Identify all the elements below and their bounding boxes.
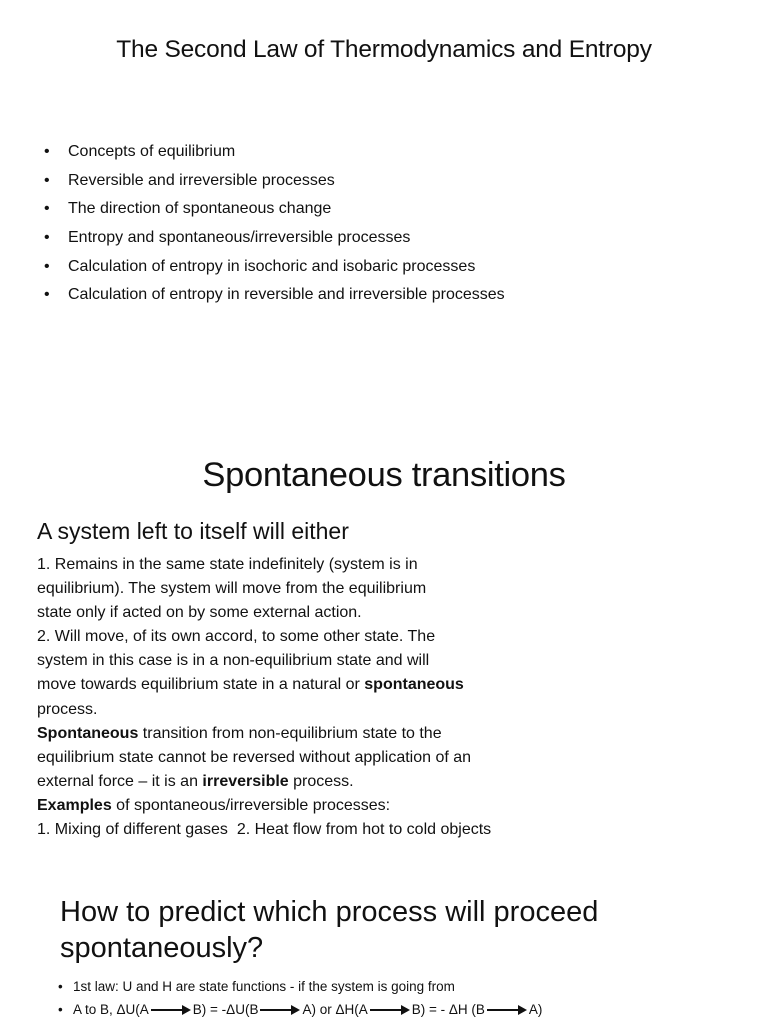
list-item: • Reversible and irreversible processes	[44, 170, 505, 199]
bold-term: irreversible	[202, 772, 289, 790]
list-item: • Entropy and spontaneous/irreversible processes	[44, 227, 505, 256]
bold-term: Spontaneous	[37, 724, 139, 742]
bold-term: Examples	[37, 796, 112, 814]
body-line: 1. Remains in the same state indefinitely (system is in	[37, 556, 418, 573]
right-arrow-icon	[370, 1005, 410, 1015]
bullet-icon: •	[44, 229, 50, 247]
body-line: 2. Will move, of its own accord, to some other state. The	[37, 628, 436, 646]
right-arrow-icon	[487, 1005, 527, 1015]
body-line: Examples of spontaneous/irreversible processes:	[37, 796, 391, 814]
bullet-icon: •	[44, 143, 50, 160]
slide3-title: How to predict which process will proceed spontaneously?	[60, 896, 599, 964]
bullet-icon: •	[44, 286, 50, 304]
topic-list	[44, 141, 505, 313]
body-line: process.	[37, 700, 98, 718]
bullet-icon: •	[58, 979, 63, 994]
body-line: equilibrium state cannot be reversed without application of an	[37, 748, 472, 766]
right-arrow-icon	[260, 1005, 300, 1015]
bullet-icon: •	[44, 171, 50, 189]
slide3-bullets	[58, 977, 542, 1023]
body-line: external force – it is an irreversible process.	[37, 772, 354, 790]
list-item: • The direction of spontaneous change	[44, 198, 505, 227]
bullet-icon: •	[44, 200, 50, 218]
bold-term: spontaneous	[364, 676, 464, 694]
list-item: • Calculation of entropy in reversible and irreversible processes	[44, 284, 505, 313]
right-arrow-icon	[151, 1005, 191, 1015]
body-line: Spontaneous transition from non-equilibrium state to the	[37, 724, 442, 742]
body-line: move towards equilibrium state in a natural or spontaneous	[37, 676, 464, 694]
body-line: 1. Mixing of different gases 2. Heat flow from hot to cold objects	[37, 821, 492, 839]
bullet-icon: •	[44, 257, 50, 275]
body-line: state only if acted on by some external action.	[37, 604, 362, 622]
list-item: • Calculation of entropy in isochoric and isobaric processes	[44, 256, 505, 285]
slide2-subtitle: A system left to itself will either	[37, 518, 349, 544]
list-item: • 1st law: U and H are state functions - if the system is going from	[58, 977, 542, 1000]
slide1-title: The Second Law of Thermodynamics and Entropy	[116, 36, 652, 63]
body-line: equilibrium). The system will move from the equilibrium	[37, 580, 427, 598]
bullet-icon: •	[58, 1002, 63, 1017]
list-item: • A to B, ΔU(A B) = -ΔU(B A) or ΔH(A B) = - ΔH (B A)	[58, 1000, 542, 1023]
slide2-title: Spontaneous transitions	[202, 456, 566, 494]
slide2-body	[37, 553, 597, 842]
list-item: • Concepts of equilibrium	[44, 141, 505, 170]
body-line: system in this case is in a non-equilibrium state and will	[37, 652, 430, 670]
